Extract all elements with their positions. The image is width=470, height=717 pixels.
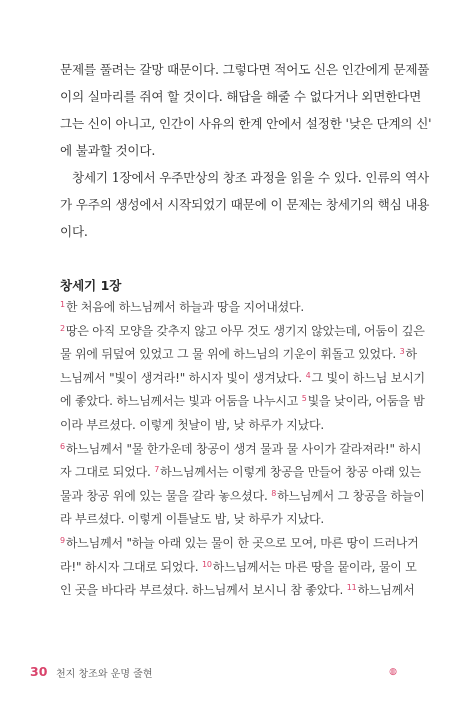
- text-line: 이의 실마리를 쥐여 할 것이다. 해답을 해줄 수 없다거나 외면한다면: [60, 89, 422, 104]
- verse-text: 하: [405, 347, 417, 362]
- verse-text: 하느님께서: [357, 583, 415, 598]
- verse-text: 땅은 아직 모양을 갖추지 않고 아무 것도 생기지 않았는데, 어둠이 깊은: [65, 323, 425, 338]
- text-line: 그는 신이 아니고, 인간이 사유의 한계 안에서 설정한 '낮은 단계의 신': [60, 116, 432, 131]
- verse-number: 5: [301, 394, 307, 404]
- verse-text: 하느님께서 "물 한가운데 창공이 생겨 물과 물 사이가 갈라져라!" 하시: [65, 441, 422, 456]
- verse-text: 라!" 하시자 그대로 되었다.: [60, 559, 202, 574]
- verse-number: 9: [60, 536, 65, 545]
- text-line: 창세기 1장에서 우주만상의 창조 과정을 읽을 수 있다. 인류의 역사: [72, 170, 429, 185]
- section-title: 창세기 1장: [60, 278, 122, 293]
- verse-number: 8: [271, 488, 277, 498]
- verse-line: [60, 584, 413, 596]
- verse-line: [60, 488, 425, 503]
- verse-line: [60, 559, 417, 574]
- verse-text: 이라 부르셨다. 이렇게 첫날이 밤, 낮 하루가 지났다.: [60, 418, 324, 432]
- verse-line: [60, 370, 425, 385]
- verse-line: [60, 347, 417, 362]
- verse-text: 인 곳을 바다라 부르셨다. 하느님께서 보시니 참 좋았다.: [60, 583, 347, 598]
- verse-text: 한 처음에 하느님께서 하늘과 땅을 지어내셨다.: [65, 300, 305, 314]
- verse-text: 빛을 낮이라, 어둠을 밤: [307, 394, 425, 409]
- verse-text: 라 부르셨다. 이렇게 이튿날도 밤, 낮 하루가 지났다.: [60, 512, 324, 527]
- verse-text: 하느님께서는 마른 땅을 뭍이라, 물이 모: [212, 559, 417, 574]
- text-line: 문제를 풀려는 갈망 때문이다. 그렇다면 적어도 신은 인간에게 문제풀: [60, 62, 430, 77]
- text-line: 에 불과할 것이다.: [60, 143, 156, 158]
- verse-number: 11: [346, 583, 357, 593]
- verse-text: 하느님께서 "하늘 아래 있는 물이 한 곳으로 모여, 마른 땅이 드러나거: [65, 536, 419, 550]
- verse-text: 하느님께서는 이렇게 창공을 만들어 창공 아래 있는: [160, 465, 422, 480]
- verse-number: 6: [60, 441, 65, 451]
- verse-text: 하느님께서 그 창공을 하늘이: [277, 488, 425, 503]
- page-footer: [0, 664, 470, 680]
- verse-line: [60, 323, 425, 338]
- verse-line: [60, 301, 304, 313]
- verse-text: 자 그대로 되었다.: [60, 465, 155, 480]
- verse-number: 10: [201, 559, 212, 569]
- verse-number: 2: [60, 323, 65, 333]
- verse-text: 물과 창공 위에 있는 물을 갈라 놓으셨다.: [60, 488, 272, 503]
- verse-number: 1: [60, 300, 65, 309]
- verse-text: 느님께서 "빛이 생겨라!" 하시자 빛이 생겨났다.: [60, 370, 306, 385]
- text-line: 이다.: [60, 224, 88, 239]
- footer-ornament-icon: ◍: [389, 667, 397, 677]
- verse-line: [60, 536, 419, 550]
- verse-number: 3: [399, 347, 405, 357]
- text-line: 가 우주의 생성에서 시작되었기 때문에 이 문제는 창세기의 핵심 내용: [60, 197, 430, 212]
- verse-text: 물 위에 뒤덮여 있었고 그 물 위에 하느님의 기운이 휘돌고 있었다.: [60, 347, 400, 362]
- verse-text: 에 좋았다. 하느님께서는 빛과 어둠을 나누시고: [60, 394, 302, 409]
- verse-line: [60, 394, 425, 409]
- verse-text: 그 빛이 하느님 보시기: [311, 370, 425, 385]
- verse-number: 4: [305, 370, 311, 380]
- verse-line: [60, 419, 324, 431]
- page-number: 30: [30, 664, 48, 679]
- verse-line: [60, 441, 422, 456]
- running-title: 천지 창조와 운명 줄현: [56, 669, 153, 680]
- verse-number: 7: [154, 465, 160, 475]
- verse-line: [60, 513, 324, 525]
- verse-line: [60, 465, 422, 480]
